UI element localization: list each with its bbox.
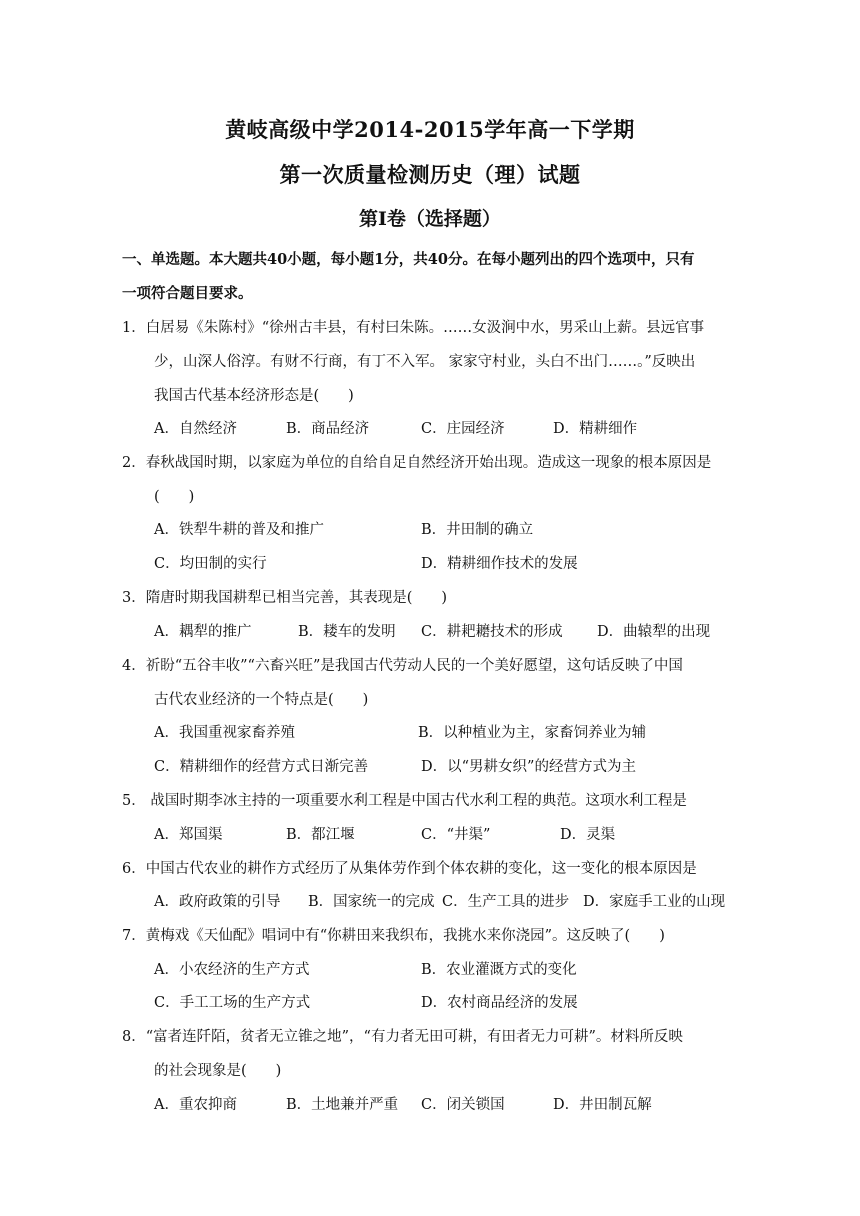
question-7-option-c: C．手工工场的生产方式 bbox=[154, 995, 311, 1011]
question-2-option-a: A．铁犁牛耕的普及和推广 bbox=[154, 522, 324, 538]
question-4-option-b: B．以种植业为主，家畜饲养业为辅 bbox=[418, 725, 647, 741]
question-7-line-1: 7．黄梅戏《天仙配》唱词中有“你耕田来我织布，我挑水来你浇园”。这反映了( ) bbox=[122, 928, 665, 944]
question-8-option-a: A．重农抑商 bbox=[154, 1097, 237, 1113]
question-1-line-1: 1．白居易《朱陈村》“徐州古丰县，有村曰朱陈。……女汲涧中水，男采山上薪。县远官事 bbox=[122, 320, 705, 336]
instructions-line-2: 一项符合题目要求。 bbox=[122, 285, 253, 302]
question-8-option-c: C．闭关锁国 bbox=[421, 1097, 505, 1113]
question-2-line-2: ( ) bbox=[154, 489, 195, 505]
question-1-line-2: 少，山深人俗淳。有财不行商，有丁不入军。 家家守村业，头白不出门……。”反映出 bbox=[154, 354, 696, 370]
question-1-option-b: B．商品经济 bbox=[286, 421, 370, 437]
question-5-line-1: 5． 战国时期李冰主持的一项重要水利工程是中国古代水利工程的典范。这项水利工程是 bbox=[122, 793, 687, 809]
question-1-option-d: D．精耕细作 bbox=[553, 421, 638, 437]
question-5-option-b: B．都江堰 bbox=[286, 827, 355, 843]
question-6-line-1: 6．中国古代农业的耕作方式经历了从集体劳作到个体农耕的变化，这一变化的根本原因是 bbox=[122, 861, 697, 877]
question-3-option-d: D．曲辕犁的出现 bbox=[597, 624, 711, 640]
exam-title: 黄岐高级中学2014-2015学年高一下学期 bbox=[225, 117, 635, 142]
question-6-option-c: C．生产工具的进步 bbox=[442, 894, 570, 910]
question-5-option-c: C．“井渠” bbox=[421, 827, 491, 843]
question-4-line-2: 古代农业经济的一个特点是( ) bbox=[154, 692, 369, 708]
question-1-option-c: C．庄园经济 bbox=[421, 421, 505, 437]
question-3-option-c: C．耕耙耱技术的形成 bbox=[421, 624, 563, 640]
question-5-option-d: D．灵渠 bbox=[560, 827, 616, 843]
question-4-option-a: A．我国重视家畜养殖 bbox=[154, 725, 295, 741]
question-3-line-1: 3．隋唐时期我国耕犁已相当完善，其表现是( ) bbox=[122, 590, 448, 606]
question-6-option-b: B．国家统一的完成 bbox=[308, 894, 435, 910]
question-1-line-3: 我国古代基本经济形态是( ) bbox=[154, 388, 354, 404]
exam-subtitle: 第一次质量检测历史（理）试题 bbox=[279, 162, 581, 187]
question-8-line-2: 的社会现象是( ) bbox=[154, 1063, 282, 1079]
question-4-line-1: 4．祈盼“五谷丰收”“六畜兴旺”是我国古代劳动人民的一个美好愿望，这句话反映了中国 bbox=[122, 658, 683, 674]
question-7-option-a: A．小农经济的生产方式 bbox=[154, 962, 310, 978]
question-5-option-a: A．郑国渠 bbox=[154, 827, 223, 843]
question-4-option-c: C．精耕细作的经营方式日渐完善 bbox=[154, 759, 369, 775]
question-8-option-b: B．土地兼并严重 bbox=[286, 1097, 399, 1113]
section-title: 第I卷（选择题） bbox=[359, 208, 501, 230]
question-6-option-d: D．家庭手工业的山现 bbox=[583, 894, 726, 910]
question-7-option-d: D．农村商品经济的发展 bbox=[421, 995, 578, 1011]
question-4-option-d: D．以“男耕女织”的经营方式为主 bbox=[421, 759, 636, 775]
question-3-option-b: B．耧车的发明 bbox=[298, 624, 396, 640]
question-8-option-d: D．井田制瓦解 bbox=[553, 1097, 652, 1113]
question-3-option-a: A．耦犁的推广 bbox=[154, 624, 252, 640]
question-2-line-1: 2．春秋战国时期，以家庭为单位的自给自足自然经济开始出现。造成这一现象的根本原因是 bbox=[122, 455, 712, 471]
question-6-option-a: A．政府政策的引导 bbox=[154, 894, 281, 910]
question-2-option-b: B．井田制的确立 bbox=[421, 522, 534, 538]
question-7-option-b: B．农业灌溉方式的变化 bbox=[421, 962, 577, 978]
question-1-option-a: A．自然经济 bbox=[154, 421, 237, 437]
question-2-option-d: D．精耕细作技术的发展 bbox=[421, 556, 578, 572]
instructions-line-1: 一、单选题。本大题共40小题，每小题1分，共40分。在每小题列出的四个选项中，只有 bbox=[122, 251, 695, 268]
question-2-option-c: C．均田制的实行 bbox=[154, 556, 267, 572]
question-8-line-1: 8．“富者连阡陌，贫者无立锥之地”，“有力者无田可耕，有田者无力可耕”。材料所反映 bbox=[122, 1029, 683, 1045]
